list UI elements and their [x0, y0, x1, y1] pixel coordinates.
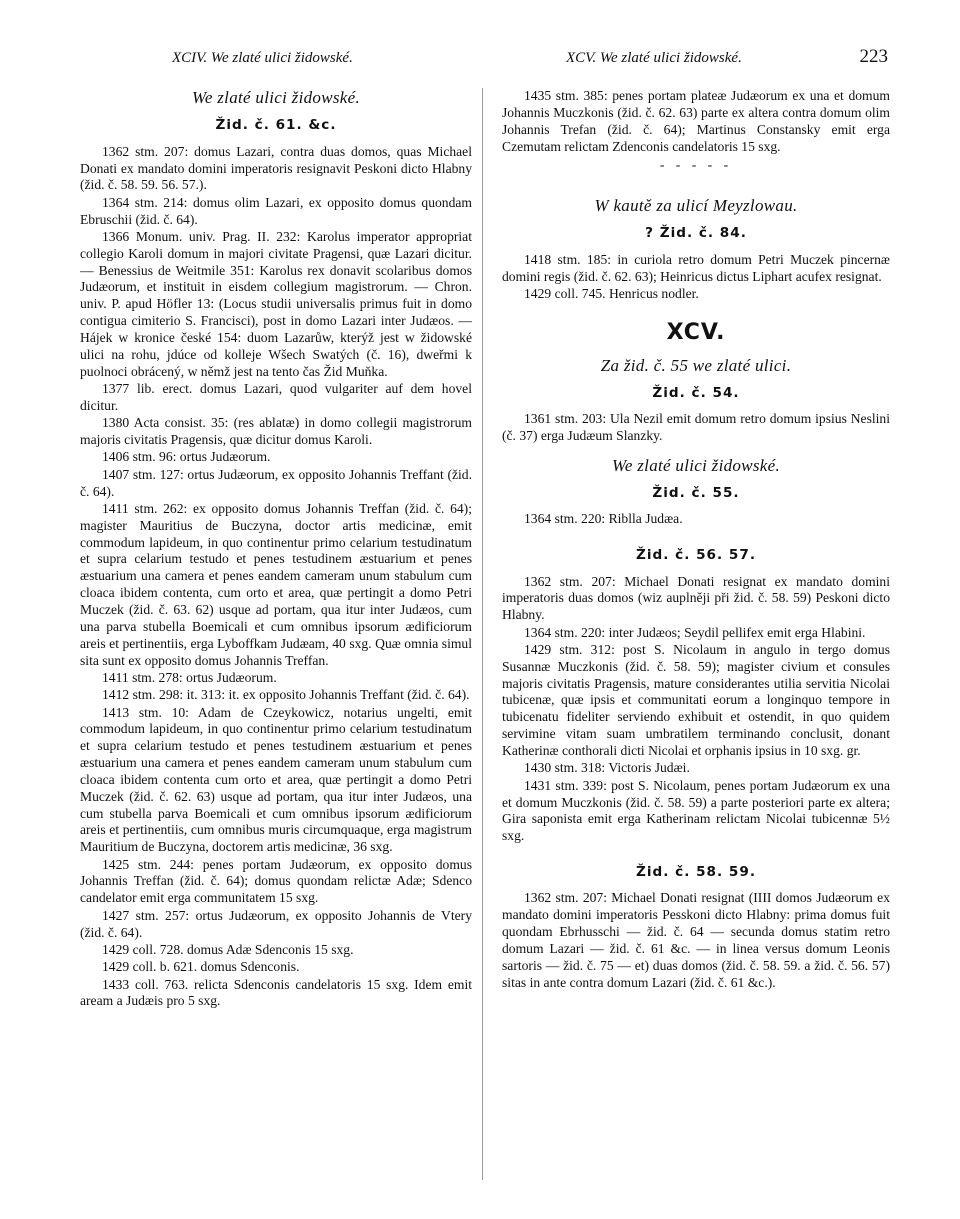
- record-entry: 1429 coll. b. 621. domus Sdenconis.: [102, 959, 300, 975]
- section-heading: We zlaté ulici židowské.: [611, 455, 781, 475]
- right-column: [502, 88, 890, 992]
- house-number: Žid. č. 58. 59.: [636, 863, 756, 880]
- record-entry: 1362 stm. 207: Michael Donati resignat ex mandato domini imperatoris duas domos (wiz auplněji při žid. č. 58. 59) Peskoni dicto Hlabny.: [502, 573, 890, 623]
- record-entry: 1406 stm. 96: ortus Judæorum.: [102, 449, 271, 465]
- running-head-right: XCV. We zlaté ulici židowské.: [566, 50, 742, 66]
- record-entry: 1362 stm. 207: domus Lazari, contra duas domos, quas Michael Donati ex mandato domini imperatoris resignavit Peskoni dicto Hlabny (žid. č. 58. 59. 56. 57.).: [80, 143, 472, 193]
- record-entry: 1364 stm. 220: inter Judæos; Seydil pellifex emit erga Hlabini.: [524, 624, 866, 640]
- record-entry: 1435 stm. 385: penes portam plateæ Judæorum ex una et domum Johannis Muczkonis (žid. č. 62. 63) parte ex altera contra domum olim Johannis Trefan (žid. č. 64); Martinus Constansky emit erga Czemutam relictam Zdenconis candelatoris 15 sxg.: [502, 88, 890, 154]
- separator: - - - - -: [659, 157, 733, 173]
- record-entry: 1427 stm. 257: ortus Judæorum, ex opposito Johannis de Vtery (žid. č. 64).: [80, 907, 472, 940]
- column-divider: [482, 88, 483, 1180]
- house-number: ? Žid. č. 84.: [645, 225, 747, 242]
- left-column: [80, 88, 472, 1011]
- page-number: 223: [859, 46, 888, 67]
- section-heading: We zlaté ulici židowské.: [191, 88, 361, 107]
- house-number: Žid. č. 55.: [652, 484, 740, 501]
- house-number: Žid. č. 61. &c.: [215, 116, 337, 133]
- house-number: Žid. č. 54.: [652, 384, 740, 401]
- record-entry: 1362 stm. 207: Michael Donati resignat (IIII domos Judæorum ex mandato domini imperatoris Pesskoni dicto Hlabny: prima domus fuit quondam Ebrhusschi — žid. č. 64 — secunda domus statim retro domum Lazari — žid. č. 61 &c. — in linea versus domum Leonis sartoris — žid. č. 75 — et) duas domos (žid. č. 58. 59. a žid. č. 56. 57) sitas in ante contra domum Lazari (žid. č. 61 &c.).: [502, 890, 890, 990]
- record-entry: 1425 stm. 244: penes portam Judæorum, ex opposito domus Johannis Treffan (žid. č. 64); domus quondam relictæ Adæ; Sdenco candelator emit erga communitatem 15 sxg.: [80, 856, 472, 906]
- record-entry: 1380 Acta consist. 35: (res ablatæ) in domo collegii magistrorum majoris civitatis Pragensis, quæ dicitur domus Karoli.: [80, 415, 472, 448]
- running-head-left: XCIV. We zlaté ulici židowské.: [172, 50, 353, 66]
- record-entry: 1430 stm. 318: Victoris Judæi.: [524, 760, 690, 776]
- section-heading: Za žid. č. 55 we zlaté ulici.: [600, 355, 792, 375]
- record-entry: 1431 stm. 339: post S. Nicolaum, penes portam Judæorum ex una et domum Muczkonis (žid. č. 58. 59) a parte posteriori parte ex altera; Gira saponista emit erga Katherinam relictam Nicolai tubicennæ 5½ sxg.: [502, 777, 890, 844]
- house-number: Žid. č. 56. 57.: [636, 546, 756, 563]
- record-entry: 1429 coll. 728. domus Adæ Sdenconis 15 sxg.: [102, 941, 354, 957]
- record-entry: 1412 stm. 298: it. 313: it. ex opposito Johannis Treffant (žid. č. 64).: [102, 687, 470, 703]
- record-entry: 1366 Monum. univ. Prag. II. 232: Karolus imperator appropriat collegio Karoli domum in majori civitate Pragensi, quæ Lazari dicitur. — Benessius de Weitmile 351: Karolus rex donavit scolaribus domos Judæorum, et instituit in eisdem collegium magistrorum. — Chron. univ. P. apud Höfler 13: (Locus studii universalis primus fuit in domo contigua cimiterio S. Francisci), post in domo Lazari inter Judæos. — Hájek w kronice české 154: duom Lazarůw, kterýž jest w židowské ulici na rohu, jdúce od kolleje Wšech Swatých (č. 16), dweřmi k puolnoci obrácený, w němž jest na tento čas Žid Muňka.: [80, 228, 472, 379]
- chapter-title: XCV.: [666, 319, 726, 345]
- record-entry: 1407 stm. 127: ortus Judæorum, ex opposito Johannis Treffant (žid. č. 64).: [80, 466, 472, 499]
- section-heading: W kautě za ulicí Meyzlowau.: [594, 196, 798, 216]
- record-entry: 1364 stm. 220: Riblla Judæa.: [524, 511, 683, 527]
- record-entry: 1361 stm. 203: Ula Nezil emit domum retro domum ipsius Neslini (č. 37) erga Judæum Slanzky.: [502, 411, 890, 444]
- record-entry: 1433 coll. 763. relicta Sdenconis candelatoris 15 sxg. Idem emit aream a Judæis pro 5 sxg.: [80, 976, 472, 1009]
- record-entry: 1429 stm. 312: post S. Nicolaum in angulo in tergo domus Susannæ Muczkonis (žid. č. 58. 59); magister civium et consules majoris civitatis Pragensis, mature considerantes utilia servitia Nicolai tubicenæ, quæ ipsis et communitati eorum a longinquo tempore in tubicenatu fideliter serviendo exhibuit et ostendit, in quo quidem servimine vitam suam umbratilem terminando conclusit, donant Katherinæ conthorali dicti Nicolai et orphanis ipsius in 10 sxg. gr.: [502, 641, 890, 758]
- record-entry: 1411 stm. 262: ex opposito domus Johannis Treffan (žid. č. 64); magister Mauritius de Buczyna, doctor artis medicinæ, emit commodum lapideum, in quo continentur primo celarium testudinatum et supra celarium testudo et penes testudinem æstuarium et penes æstuarium una camera et penes eandem cameram unum stabulum cum cloaca ibidem contenta, cum orto et area, quæ pertingit a domo Petri Muczek (žid. č. 63. 62) usque ad portam, qua itur inter Judæos, cum una parva stubella Boemicali et cum omnibus ipsorum ædificiorum areis et pertinentiis, erga Lyboffkam Judæam, 40 sxg. Quæ omnia simul sita sunt ex opposito domus Johannis Treffan.: [80, 500, 472, 668]
- record-entry: 1418 stm. 185: in curiola retro domum Petri Muczek pincernæ domini regis (žid. č. 62. 63); Heinricus dictus Liphart acufex resignat.: [502, 251, 890, 284]
- record-entry: 1413 stm. 10: Adam de Czeykowicz, notarius ungelti, emit commodum lapideum, in quo continentur primo celarium testudinatum et supra celarium testudo et penes testudinem æstuarium et penes æstuarium una camera et penes eandem cameram unum stabulum cum cloaca ibidem contenta cum orto et area, quæ pertingit a domo Petri Muczek (žid. č. 62. 63) usque ad portam, qua itur inter Judæos, una cum stubella parva Boemicali et cum omnibus ipsorum ædificiorum areis et pertinentiis, cum omnibus muris circumquaque, erga magistrum Mauritium de Buczyna, doctorem artis medicinæ, 36 sxg.: [80, 704, 472, 855]
- record-entry: 1411 stm. 278: ortus Judæorum.: [102, 669, 277, 685]
- record-entry: 1429 coll. 745. Henricus nodler.: [524, 286, 699, 302]
- record-entry: 1364 stm. 214: domus olim Lazari, ex opposito domus quondam Ebruschii (žid. č. 64).: [80, 194, 472, 227]
- record-entry: 1377 lib. erect. domus Lazari, quod vulgariter auf dem hovel dicitur.: [80, 381, 472, 413]
